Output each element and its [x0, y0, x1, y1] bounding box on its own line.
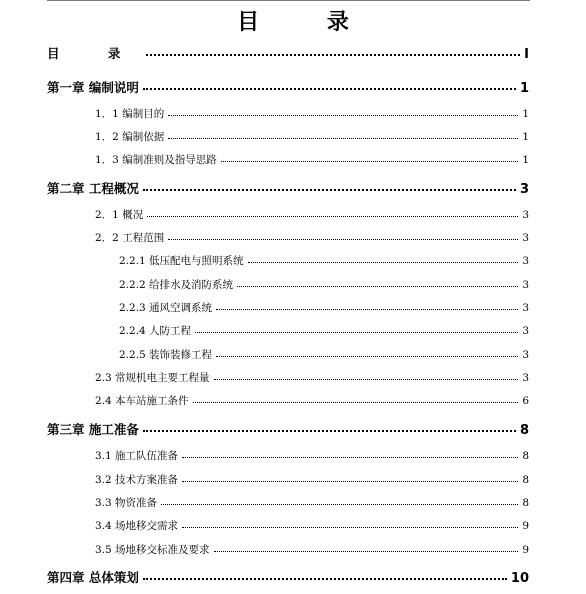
toc-entry-page: 8 [522, 474, 529, 486]
toc-entry-text: 3.1 施工队伍准备 [95, 450, 179, 462]
toc-entry-page: 9 [522, 520, 529, 532]
dot-leader [182, 449, 518, 460]
toc-entry-text: 2.2.2 给排水及消防系统 [119, 279, 234, 291]
toc-entry-text: 2．1 概况 [95, 209, 144, 221]
toc-entry-2-2-3[interactable] [119, 300, 529, 316]
toc-entry-2-3[interactable] [95, 370, 529, 386]
toc-entry-3-5[interactable] [95, 542, 529, 558]
toc-entry-page: 3 [522, 325, 529, 337]
toc-entry-text: 2.2.3 通风空调系统 [119, 302, 213, 314]
toc-title: 目 录 [237, 10, 379, 35]
toc-entry-page: 3 [522, 279, 529, 291]
toc-entry-1-1[interactable] [95, 106, 529, 122]
toc-entry-3-3[interactable] [95, 495, 529, 511]
toc-entry-page: 10 [510, 571, 529, 586]
toc-entry-text: 目 录 [47, 46, 143, 61]
toc-entry-chapter-4[interactable] [47, 568, 529, 588]
toc-entry-text: 第四章 总体策划 [47, 570, 139, 585]
toc-entry-3-2[interactable] [95, 472, 529, 488]
toc-entry-page: 3 [522, 255, 529, 267]
toc-entry-page: 8 [519, 423, 529, 438]
toc-entry-2-2-4[interactable] [119, 323, 529, 339]
toc-entry-text: 第二章 工程概况 [47, 181, 139, 196]
toc-entry-mulu[interactable] [47, 44, 529, 64]
toc-entry-3-1[interactable] [95, 448, 529, 464]
dot-leader [168, 107, 518, 118]
dot-leader [143, 181, 516, 194]
toc-entry-text: 1．1 编制目的 [95, 108, 165, 120]
dot-leader [143, 570, 507, 583]
dot-leader [216, 301, 518, 312]
toc-entry-text: 1．3 编制准则及指导思路 [95, 154, 217, 166]
toc-entry-page: 1 [522, 154, 529, 166]
dot-leader [146, 46, 520, 59]
toc-entry-page: 3 [522, 302, 529, 314]
toc-entry-text: 第三章 施工准备 [47, 422, 139, 437]
toc-entry-text: 2．2 工程范围 [95, 232, 165, 244]
toc-entry-2-4[interactable] [95, 393, 529, 409]
toc-entry-chapter-1[interactable] [47, 78, 529, 98]
toc-entry-text: 第一章 编制说明 [47, 80, 139, 95]
toc-entry-page: 1 [522, 108, 529, 120]
toc-entry-page: 3 [522, 232, 529, 244]
toc-entry-page: 9 [522, 544, 529, 556]
toc-entry-text: 2.2.5 装饰装修工程 [119, 349, 213, 361]
dot-leader [143, 422, 516, 435]
toc-entry-chapter-3[interactable] [47, 420, 529, 440]
toc-entry-text: 2.2.4 人防工程 [119, 325, 192, 337]
dot-leader [221, 153, 519, 164]
toc-entry-text: 2.4 本车站施工条件 [95, 395, 189, 407]
toc-entry-2-2-1[interactable] [119, 253, 529, 269]
toc-entry-page: I [524, 47, 529, 62]
dot-leader [147, 208, 518, 219]
toc-entry-2-2[interactable] [95, 230, 529, 246]
toc-entry-text: 3.5 场地移交标准及要求 [95, 544, 210, 556]
toc-entry-page: 6 [522, 395, 529, 407]
dot-leader [182, 519, 518, 530]
dot-leader [195, 324, 518, 335]
toc-entry-page: 3 [522, 372, 529, 384]
dot-leader [168, 231, 518, 242]
toc-entry-text: 3.4 场地移交需求 [95, 520, 179, 532]
toc-entry-page: 3 [522, 209, 529, 221]
toc-entry-page: 1 [522, 131, 529, 143]
dot-leader [193, 394, 519, 405]
dot-leader [214, 543, 519, 554]
toc-entry-1-2[interactable] [95, 129, 529, 145]
toc-entry-chapter-2[interactable] [47, 179, 529, 199]
toc-entry-page: 8 [522, 497, 529, 509]
toc-entry-3-4[interactable] [95, 518, 529, 534]
top-rule [47, 0, 530, 1]
dot-leader [168, 130, 518, 141]
toc-entry-page: 1 [519, 81, 529, 96]
toc-entry-2-1[interactable] [95, 207, 529, 223]
toc-entry-text: 3.2 技术方案准备 [95, 474, 179, 486]
toc-entry-2-2-2[interactable] [119, 277, 529, 293]
toc-entry-page: 3 [522, 349, 529, 361]
dot-leader [161, 496, 518, 507]
dot-leader [182, 473, 518, 484]
toc-entry-text: 3.3 物资准备 [95, 497, 158, 509]
toc-entry-1-3[interactable] [95, 152, 529, 168]
dot-leader [143, 80, 516, 93]
toc-entry-2-2-5[interactable] [119, 347, 529, 363]
dot-leader [248, 254, 519, 265]
toc-entry-page: 8 [522, 450, 529, 462]
dot-leader [237, 278, 518, 289]
dot-leader [214, 371, 519, 382]
toc-entry-text: 2.2.1 低压配电与照明系统 [119, 255, 244, 267]
toc-entry-text: 1．2 编制依据 [95, 131, 165, 143]
toc-entry-text: 2.3 常规机电主要工程量 [95, 372, 210, 384]
toc-entry-page: 3 [519, 182, 529, 197]
dot-leader [216, 348, 518, 359]
